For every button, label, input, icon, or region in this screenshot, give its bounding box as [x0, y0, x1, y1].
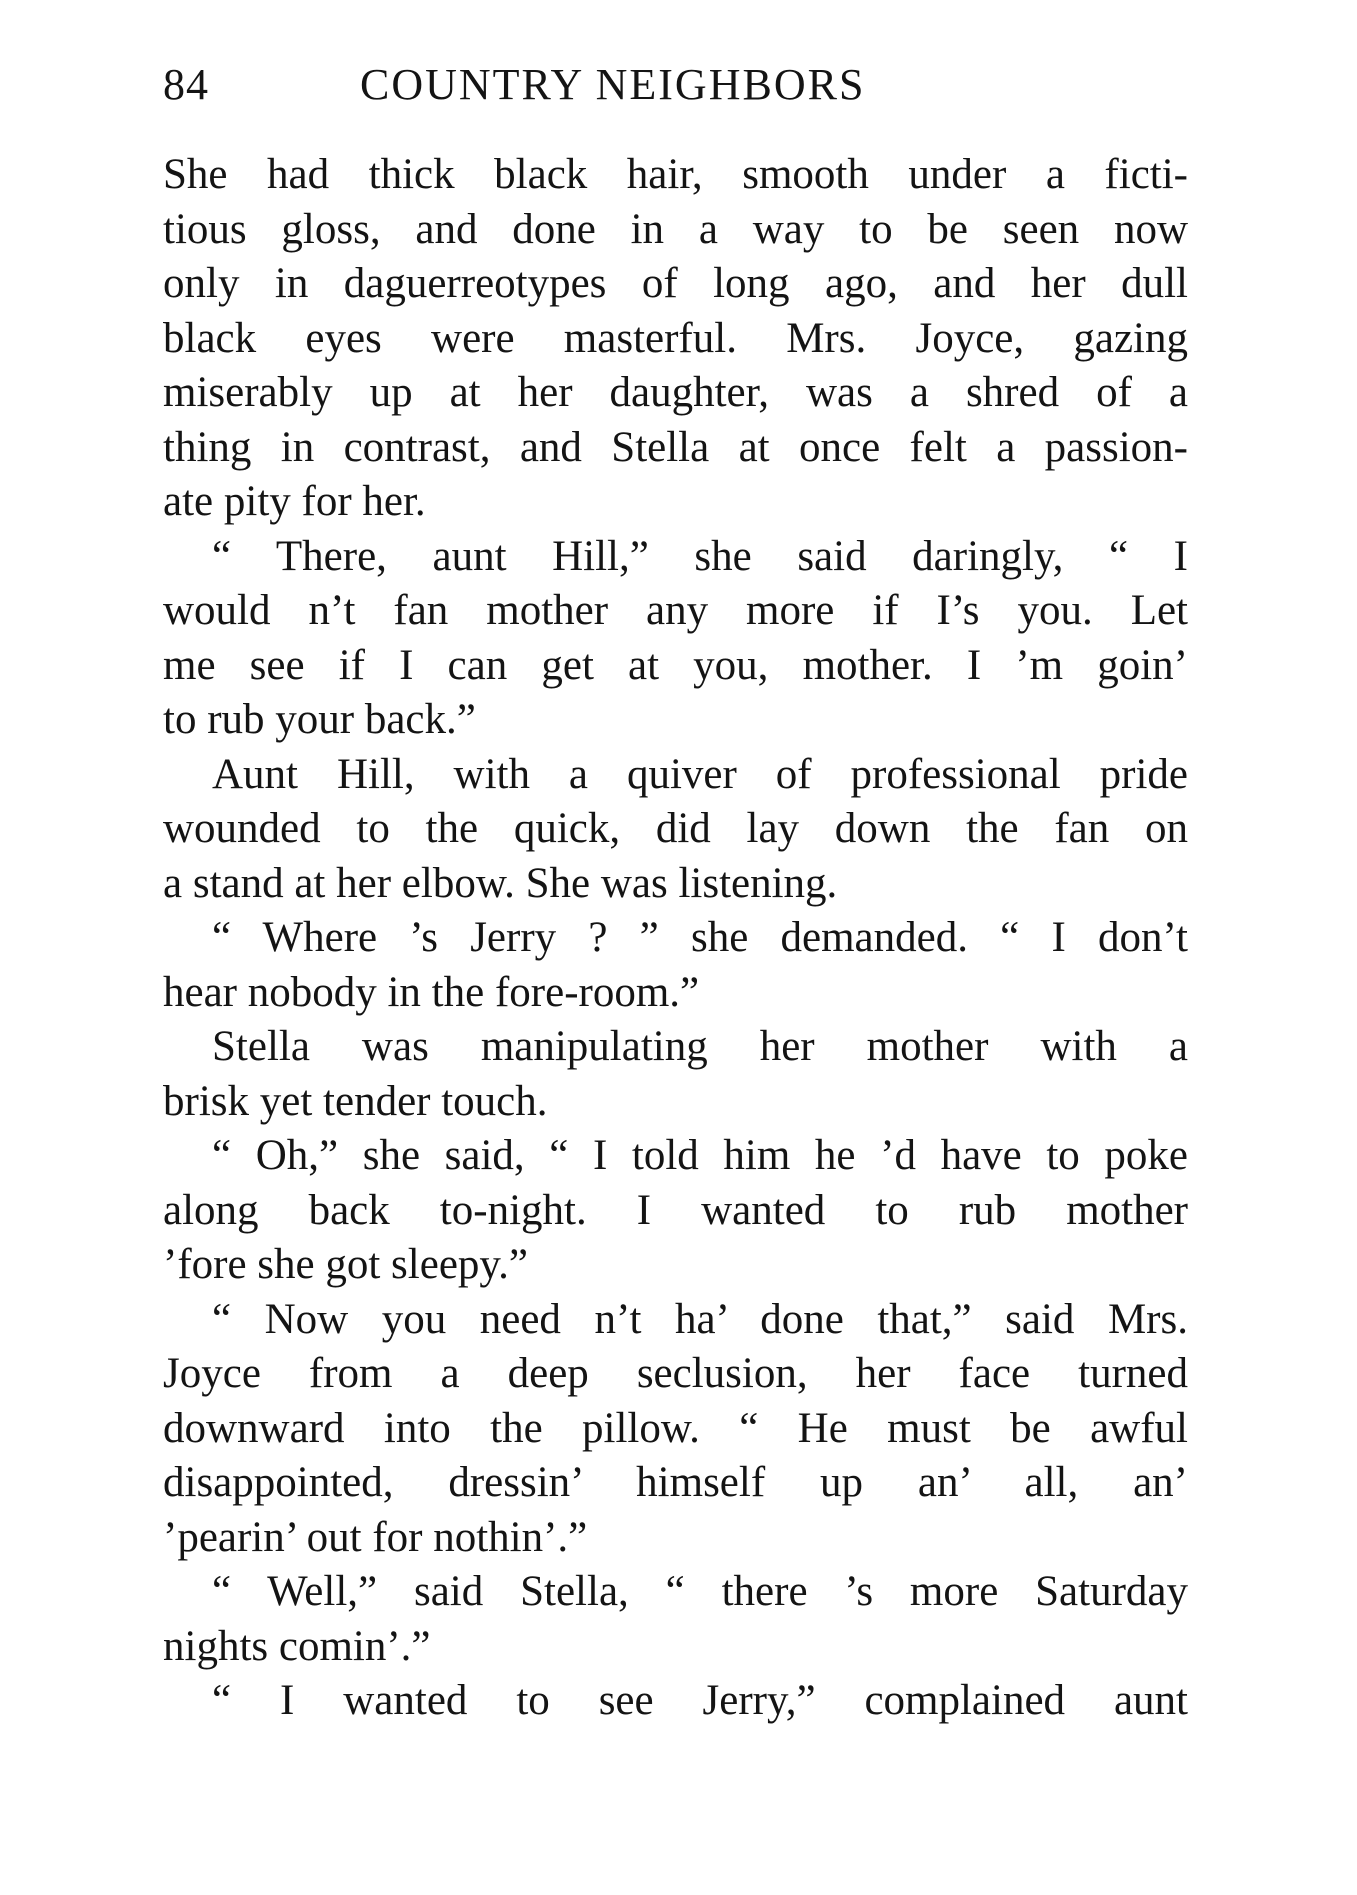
text-line: “ Well,” said Stella, “ there ’s more Saturday [212, 1568, 1188, 1615]
text-line: Aunt Hill, with a quiver of professional pride [212, 750, 1188, 798]
running-head [163, 50, 1188, 120]
text-line: along back to-night. I wanted to rub mother [163, 1186, 1188, 1234]
text-line: ate pity for her. [163, 478, 426, 525]
text-line: tious gloss, and done in a way to be seen now [163, 205, 1188, 253]
text-line: Joyce from a deep seclusion, her face turned [163, 1350, 1188, 1397]
text-line: nights comin’.” [163, 1622, 431, 1670]
text-line: She had thick black hair, smooth under a ficti- [163, 151, 1188, 198]
body-text [163, 148, 1188, 1729]
text-line: Stella was manipulating her mother with a [212, 1023, 1188, 1070]
text-line: ’pearin’ out for nothin’.” [163, 1513, 588, 1561]
text-line: to rub your back.” [163, 696, 476, 743]
text-line: “ Now you need n’t ha’ done that,” said Mrs. [212, 1295, 1188, 1343]
text-line: brisk yet tender touch. [163, 1077, 548, 1125]
text-line: miserably up at her daughter, was a shred of a [163, 369, 1188, 416]
page-number: 84 [163, 60, 209, 109]
text-line: thing in contrast, and Stella at once felt a passion- [163, 423, 1188, 471]
text-line: me see if I can get at you, mother. I ’m goin’ [163, 641, 1188, 689]
text-line: “ Oh,” she said, “ I told him he ’d have to poke [212, 1132, 1188, 1179]
text-line: “ Where ’s Jerry ? ” she demanded. “ I don’t [212, 914, 1188, 961]
text-line: ’fore she got sleepy.” [163, 1241, 528, 1288]
text-line: disappointed, dressin’ himself up an’ all, an’ [163, 1459, 1188, 1506]
text-line: would n’t fan mother any more if I’s you. Let [163, 587, 1188, 634]
text-line: hear nobody in the fore-room.” [163, 968, 700, 1016]
text-line: downward into the pillow. “ He must be awful [163, 1404, 1188, 1452]
text-line: black eyes were masterful. Mrs. Joyce, gazing [163, 314, 1188, 362]
text-line: a stand at her elbow. She was listening. [163, 859, 838, 907]
running-title: COUNTRY NEIGHBORS [360, 60, 866, 109]
text-line: “ There, aunt Hill,” she said daringly, “ I [212, 532, 1188, 580]
text-line: “ I wanted to see Jerry,” complained aunt [212, 1677, 1188, 1724]
book-page [163, 50, 1188, 1729]
text-line: wounded to the quick, did lay down the fan on [163, 805, 1188, 852]
text-line: only in daguerreotypes of long ago, and her dull [163, 260, 1188, 307]
